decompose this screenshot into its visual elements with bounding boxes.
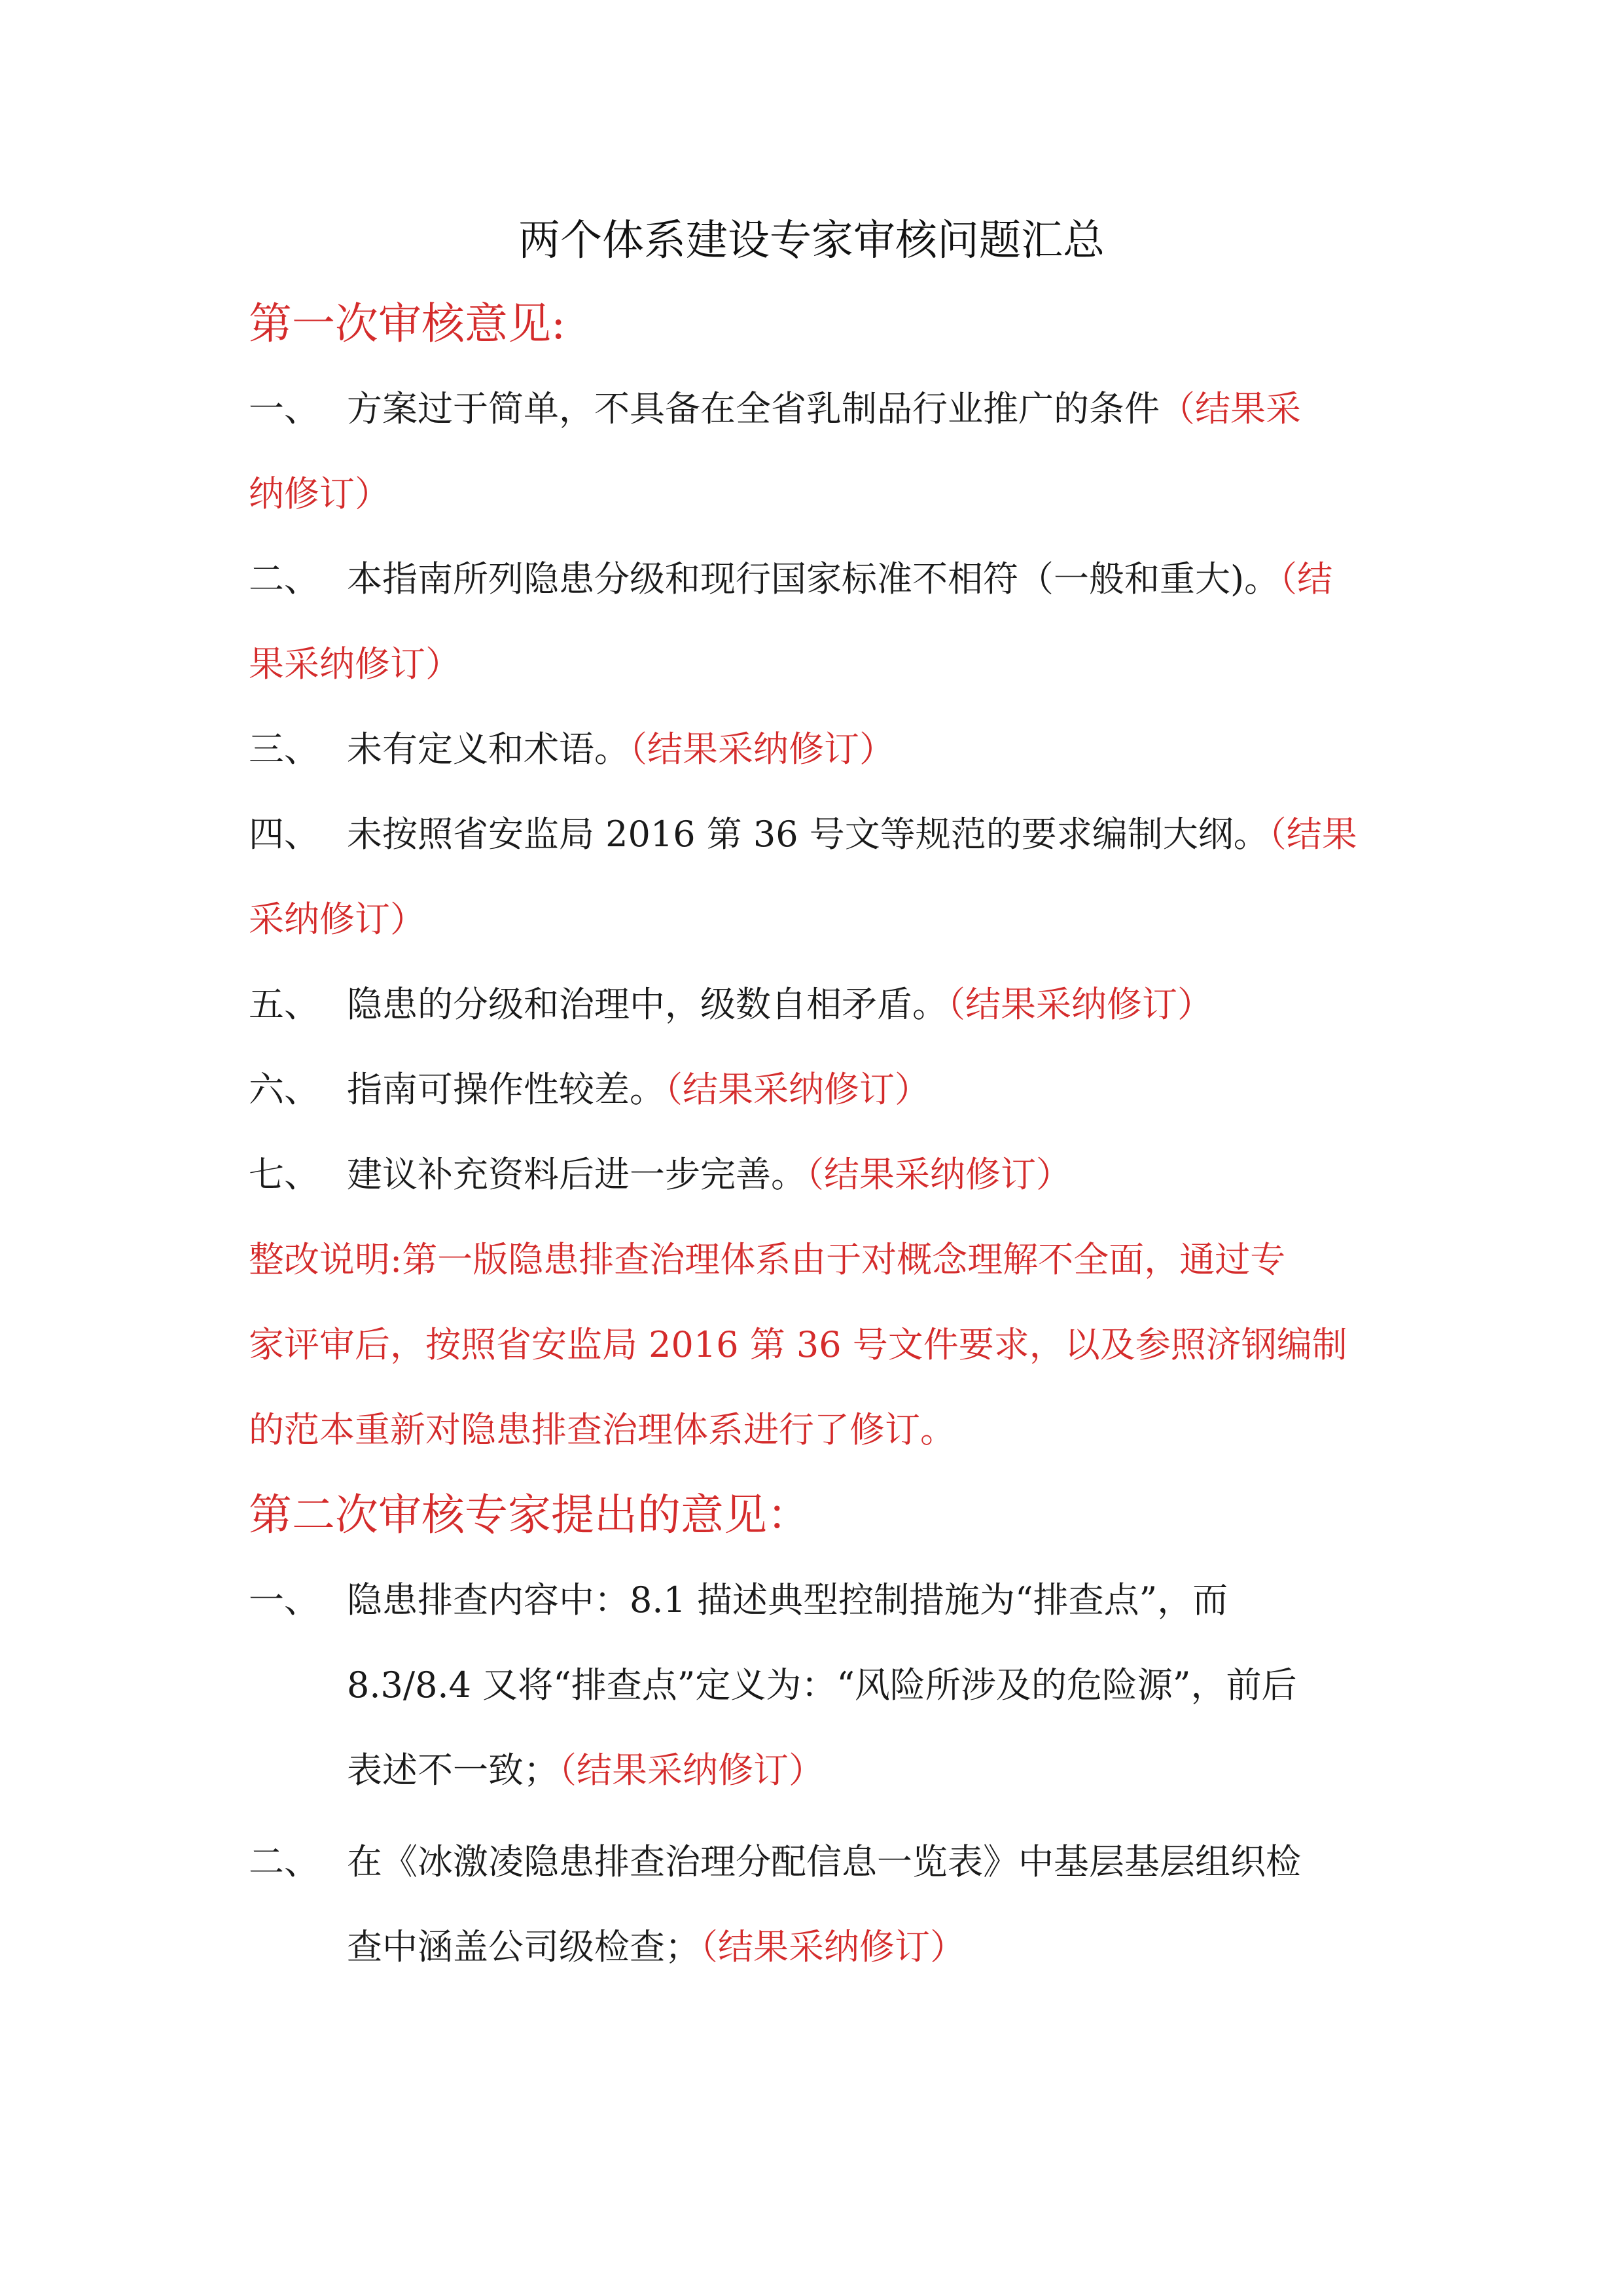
- item-text: 建议补充资料后进一步完善。: [347, 1154, 806, 1195]
- item-text: 在《冰激凌隐患排查治理分配信息一览表》中基层基层组织检: [347, 1841, 1301, 1882]
- rectification-note: [249, 1217, 1400, 1473]
- result-note: 纳修订）: [249, 473, 390, 514]
- result-note: （结: [1279, 558, 1333, 600]
- item-text: 隐患排查内容中：8.1 描述典型控制措施为“排查点”，而: [347, 1579, 1228, 1621]
- item-text: 未有定义和术语。: [347, 728, 630, 770]
- result-note: （结果采: [1160, 388, 1301, 429]
- result-note: 采纳修订）: [249, 899, 425, 940]
- second-review-heading: 第二次审核专家提出的意见：: [249, 1490, 810, 1540]
- result-note: （结果采纳修订）: [806, 1154, 1071, 1195]
- rectification-note-line: 的范本重新对隐患排查治理体系进行了修订。: [249, 1409, 955, 1450]
- item-text: 未按照省安监局 2016 第 36 号文等规范的要求编制大纲。: [347, 814, 1269, 855]
- item-text: 本指南所列隐患分级和现行国家标准不相符（一般和重大)。: [347, 558, 1280, 600]
- item-number: 一、: [249, 1579, 319, 1621]
- result-note: （结果采纳修订）: [700, 1926, 965, 1967]
- item-number: 二、: [249, 558, 319, 600]
- item-number: 四、: [249, 814, 319, 855]
- result-note: （结果采纳修订）: [559, 1749, 824, 1791]
- first-review-heading: 第一次审核意见:: [249, 298, 566, 349]
- item-text: 8.3/8.4 又将“排查点”定义为：“风险所涉及的危险源”，前后: [347, 1664, 1297, 1706]
- item-number: 七、: [249, 1154, 319, 1195]
- item-text: 方案过于简单，不具备在全省乳制品行业推广的条件: [347, 388, 1160, 429]
- result-note: （结果采纳修订）: [948, 984, 1213, 1025]
- item-number: 六、: [249, 1069, 319, 1110]
- item-number: 三、: [249, 728, 319, 770]
- result-note: （结果采纳修订）: [665, 1069, 930, 1110]
- item-text: 指南可操作性较差。: [347, 1069, 665, 1110]
- item-number: 一、: [249, 388, 319, 429]
- item-number: 五、: [249, 984, 319, 1025]
- rectification-note-line: 整改说明:第一版隐患排查治理体系由于对概念理解不全面，通过专: [249, 1239, 1286, 1280]
- result-note: （结果采纳修订）: [630, 728, 895, 770]
- result-note: 果采纳修订）: [249, 643, 461, 685]
- item-text: 隐患的分级和治理中，级数自相矛盾。: [347, 984, 948, 1025]
- page-title: 两个体系建设专家审核问题汇总: [518, 217, 1105, 265]
- result-note: （结果: [1268, 814, 1357, 855]
- item-text: 查中涵盖公司级检查；: [347, 1926, 700, 1967]
- item-text: 表述不一致；: [347, 1749, 559, 1791]
- item-number: 二、: [249, 1841, 319, 1882]
- rectification-note-line: 家评审后，按照省安监局 2016 第 36 号文件要求，以及参照济钢编制: [249, 1324, 1347, 1365]
